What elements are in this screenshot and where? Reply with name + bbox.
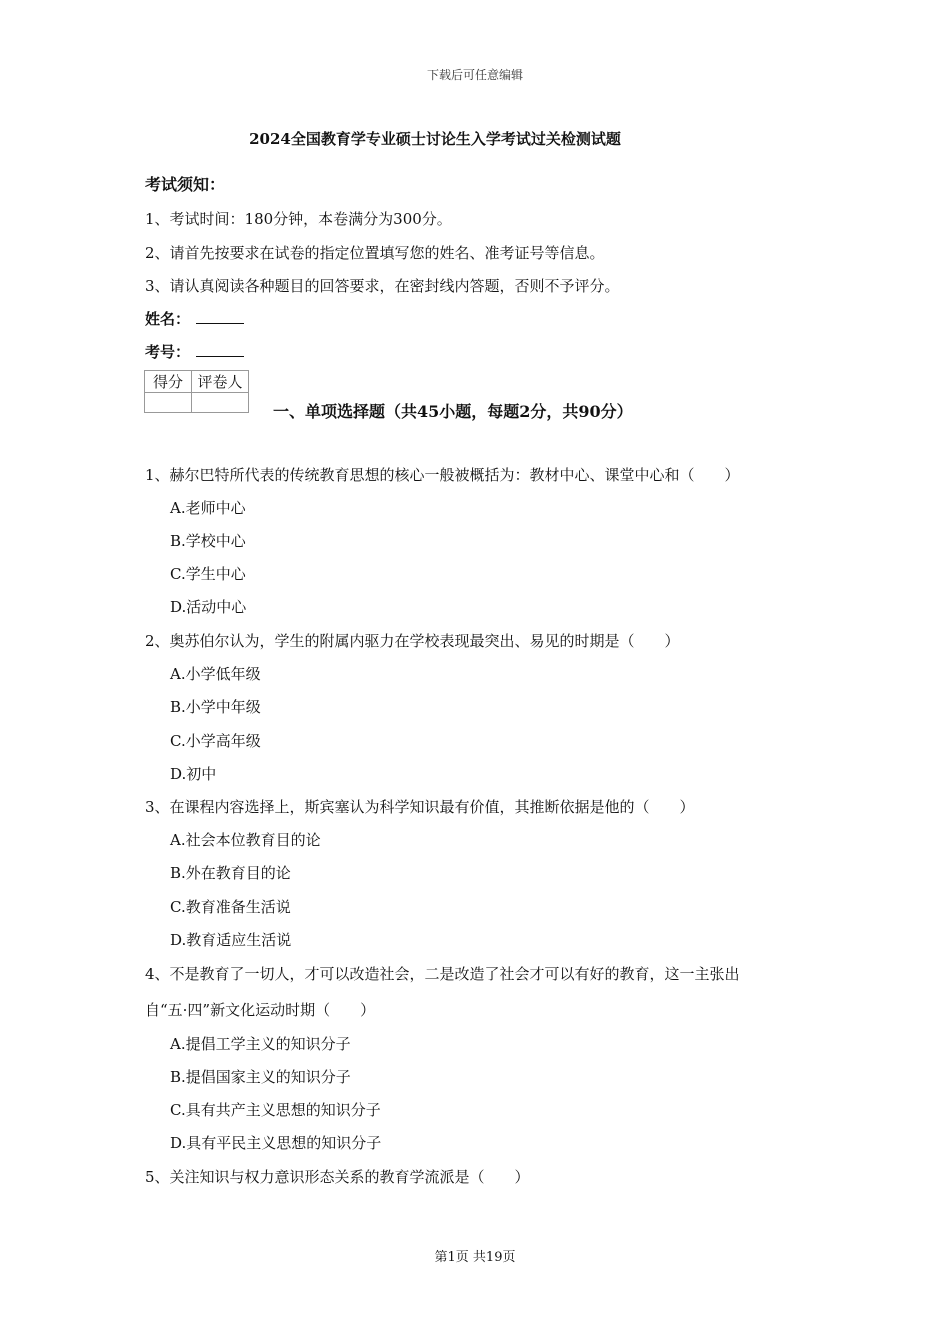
score-cell[interactable] — [145, 393, 192, 413]
question-option: A.小学低年级 — [170, 665, 261, 683]
question-option: D.教育适应生活说 — [170, 931, 292, 949]
grader-header: 评卷人 — [192, 371, 249, 393]
question-option: B.外在教育目的论 — [170, 864, 291, 882]
question-option: A.提倡工学主义的知识分子 — [170, 1035, 351, 1053]
question-stem: 2、奥苏伯尔认为，学生的附属内驱力在学校表现最突出、易见的时期是（ ） — [145, 632, 680, 650]
question-option: D.初中 — [170, 765, 217, 783]
section-title: 一、单项选择题（共45小题，每题2分，共90分） — [273, 402, 633, 421]
question-option: C.具有共产主义思想的知识分子 — [170, 1101, 381, 1119]
question-option: B.提倡国家主义的知识分子 — [170, 1068, 351, 1086]
question-stem: 5、关注知识与权力意识形态关系的教育学流派是（ ） — [145, 1168, 530, 1186]
question-stem: 1、赫尔巴特所代表的传统教育思想的核心一般被概括为：教材中心、课堂中心和（ ） — [145, 466, 740, 484]
question-stem: 3、在课程内容选择上，斯宾塞认为科学知识最有价值，其推断依据是他的（ ） — [145, 798, 695, 816]
question-option: B.学校中心 — [170, 532, 246, 550]
question-option: D.活动中心 — [170, 598, 247, 616]
question-option: C.小学高年级 — [170, 732, 261, 750]
score-table — [144, 370, 249, 413]
page-footer: 第1页 共19页 — [434, 1250, 516, 1265]
notice-item: 1、考试时间：180分钟，本卷满分为300分。 — [145, 210, 452, 228]
question-option: C.学生中心 — [170, 565, 246, 583]
notice-title: 考试须知： — [145, 175, 226, 194]
grader-cell[interactable] — [192, 393, 249, 413]
score-header: 得分 — [145, 371, 192, 393]
name-label: 姓名： — [145, 310, 191, 328]
notice-item: 3、请认真阅读各种题目的回答要求，在密封线内答题，否则不予评分。 — [145, 277, 620, 295]
name-blank[interactable] — [196, 309, 244, 324]
notice-item: 2、请首先按要求在试卷的指定位置填写您的姓名、准考证号等信息。 — [145, 244, 605, 262]
question-option: A.老师中心 — [170, 499, 246, 517]
id-label: 考号： — [145, 343, 191, 361]
page-header: 下载后可任意编辑 — [426, 68, 523, 82]
question-stem-continued: 自“五·四”新文化运动时期（ ） — [145, 1001, 376, 1019]
question-option: B.小学中年级 — [170, 698, 261, 716]
id-blank[interactable] — [196, 342, 244, 357]
page-title: 2024全国教育学专业硕士讨论生入学考试过关检测试题 — [249, 130, 621, 148]
question-option: C.教育准备生活说 — [170, 898, 291, 916]
question-stem: 4、不是教育了一切人，才可以改造社会，二是改造了社会才可以有好的教育，这一主张出 — [145, 965, 740, 983]
question-option: D.具有平民主义思想的知识分子 — [170, 1134, 382, 1152]
question-option: A.社会本位教育目的论 — [170, 831, 321, 849]
name-field — [145, 308, 244, 329]
id-field — [145, 341, 244, 362]
